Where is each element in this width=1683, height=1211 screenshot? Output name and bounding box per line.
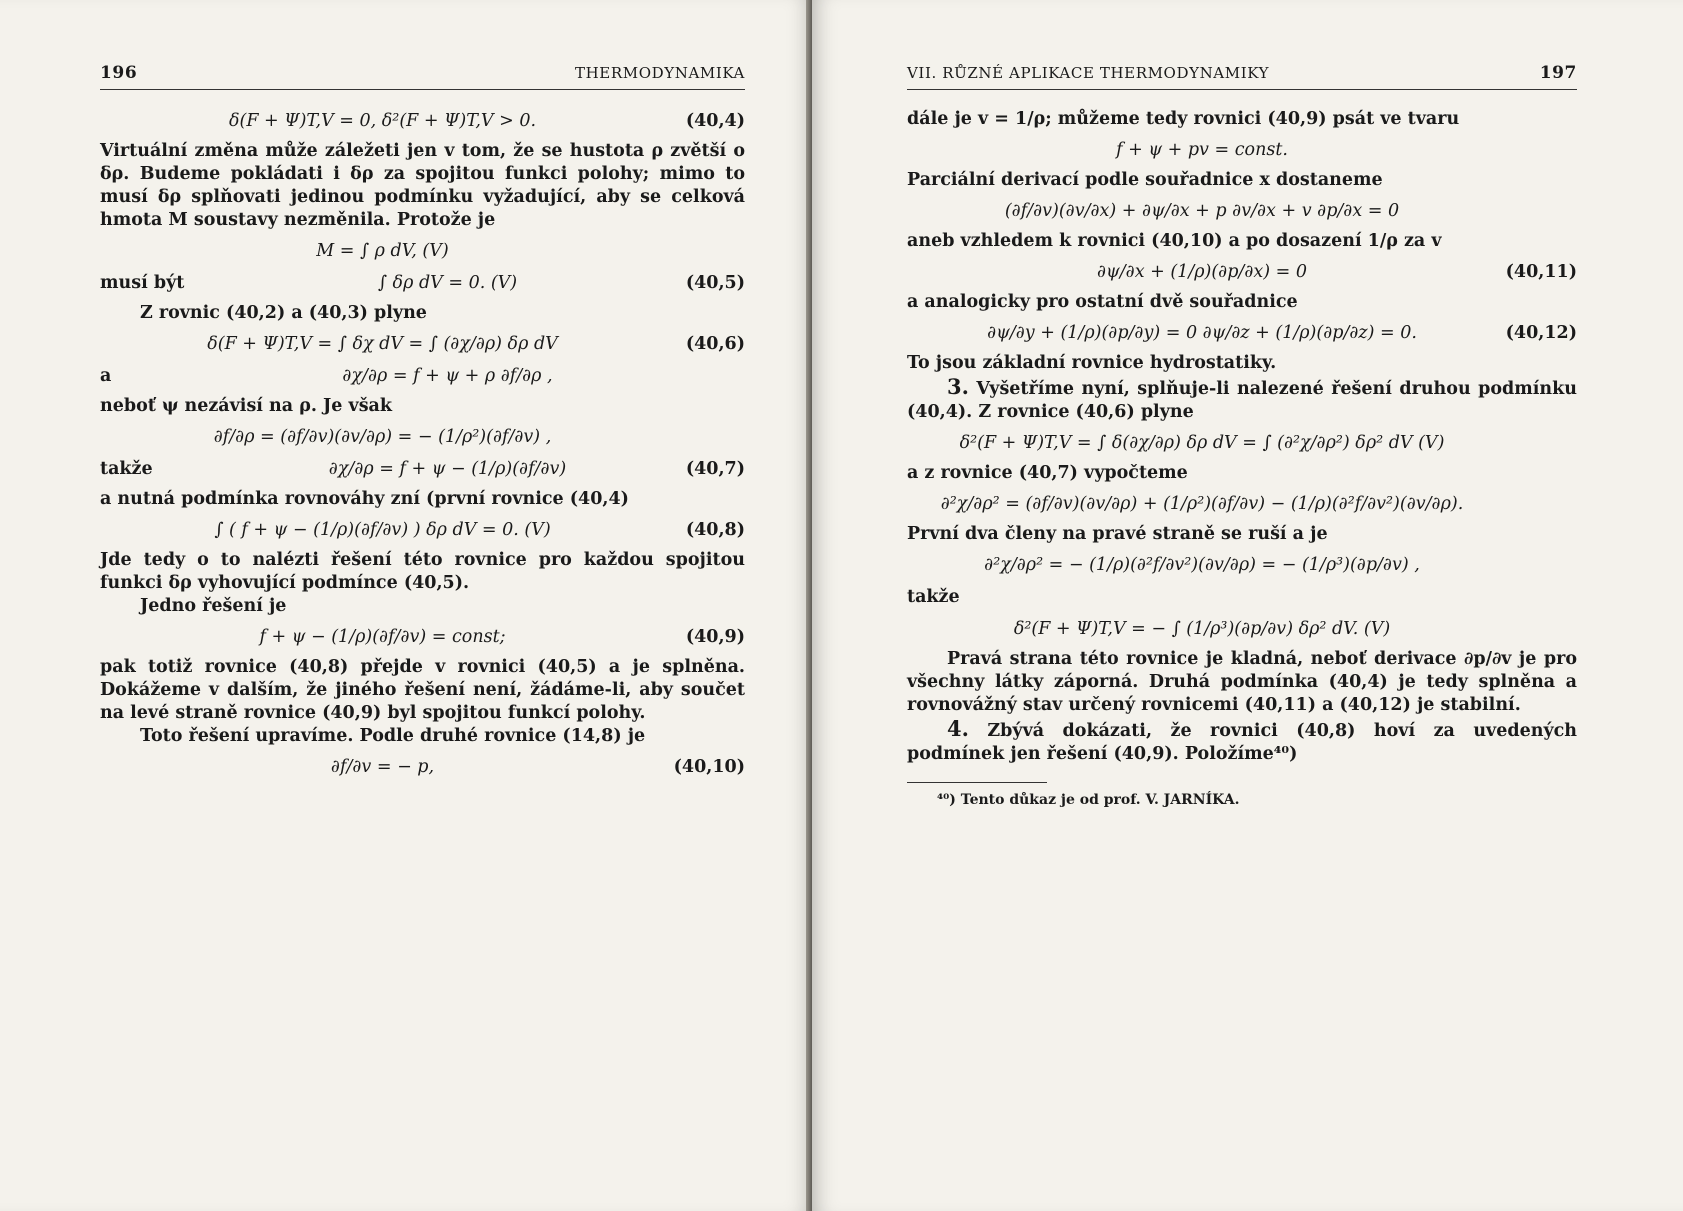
equation-row <box>907 430 1577 456</box>
paragraph-text: Vyšetříme nyní, splňuje-li nalezené řešení druhou podmínku (40,4). Z rovnice (40,6) plyne <box>907 379 1578 422</box>
equation-number: (40,4) <box>685 110 745 131</box>
paragraph <box>100 140 745 232</box>
equation: M = ∫ ρ dV, (V) <box>316 240 449 261</box>
paragraph-text: Virtuální změna může záležeti jen v tom, že se hustota ρ zvětší o δρ. Budeme pokládati i δρ za spojitou funkci polohy; mimo to musí δρ splňovati jedinou podmínku vyžadující, aby se celková hmota M soustavy nezměnila. Protože je <box>100 141 745 230</box>
right-page <box>812 0 1683 1211</box>
equation-row <box>907 259 1577 285</box>
equation-row <box>100 754 745 780</box>
paragraph-text: Parciální derivací podle souřadnice x dostaneme <box>907 170 1383 190</box>
left-page <box>0 0 812 1211</box>
equation-number: (40,6) <box>685 333 745 354</box>
equation: ∂²χ/∂ρ² = − (1/ρ)(∂²f/∂v²)(∂v/∂ρ) = − (1/ρ³)(∂p/∂v) , <box>984 554 1420 575</box>
equation: ∂²χ/∂ρ² = (∂f/∂v)(∂v/∂ρ) + (1/ρ²)(∂f/∂v) − (1/ρ)(∂²f/∂v²)(∂v/∂ρ). <box>940 493 1464 514</box>
left-running-head <box>100 62 745 90</box>
equation-row <box>907 320 1577 346</box>
paragraph <box>907 648 1577 717</box>
paragraph-text: neboť ψ nezávisí na ρ. Je však <box>100 396 393 416</box>
equation-row <box>100 108 745 134</box>
equation-row <box>100 363 745 389</box>
page-number: 196 <box>100 63 138 83</box>
equation-number: (40,9) <box>685 626 745 647</box>
equation: f + ψ + pv = const. <box>1116 139 1288 160</box>
equation: ∫ δρ dV = 0. (V) <box>377 272 518 293</box>
equation: ∂χ/∂ρ = f + ψ − (1/ρ)(∂f/∂v) <box>328 458 567 479</box>
equation-lead-text: takže <box>907 586 960 607</box>
paragraph-text: Jedno řešení je <box>140 596 287 616</box>
paragraph <box>907 352 1577 375</box>
equation: ∂ψ/∂y + (1/ρ)(∂p/∂y) = 0 ∂ψ/∂z + (1/ρ)(∂p/∂z) = 0. <box>987 322 1417 343</box>
left-text-body <box>100 108 745 780</box>
equation-number: (40,12) <box>1505 322 1577 343</box>
paragraph <box>907 291 1577 314</box>
equation: ∂f/∂v = − p, <box>330 756 435 777</box>
equation-row <box>100 624 745 650</box>
equation-row <box>100 456 745 482</box>
equation-row <box>907 616 1577 642</box>
equation: δ²(F + Ψ)T,V = − ∫ (1/ρ³)(∂p/∂v) δρ² dV. (V) <box>1013 618 1391 639</box>
equation-row <box>907 137 1577 163</box>
equation-row <box>907 584 1577 610</box>
running-head-title: VII. RŮZNÉ APLIKACE THERMODYNAMIKY <box>907 64 1270 82</box>
equation-lead-text: a <box>100 365 112 386</box>
paragraph-text: pak totiž rovnice (40,8) přejde v rovnici (40,5) a je splněna. Dokážeme v dalším, že jiného řešení není, žádáme-li, aby součet na levé straně rovnice (40,9) byl spojitou funkcí polohy. <box>100 657 745 723</box>
equation-lead-text: takže <box>100 458 153 479</box>
equation-row <box>100 238 745 264</box>
equation-row <box>907 198 1577 224</box>
paragraph <box>100 656 745 725</box>
section-number: 3. <box>947 374 969 399</box>
equation-row <box>907 491 1577 517</box>
equation: ∂f/∂ρ = (∂f/∂v)(∂v/∂ρ) = − (1/ρ²)(∂f/∂v) , <box>213 426 552 447</box>
equation: ∂ψ/∂x + (1/ρ)(∂p/∂x) = 0 <box>1097 261 1307 282</box>
running-head-title: THERMODYNAMIKA <box>575 64 745 82</box>
equation-number: (40,7) <box>685 458 745 479</box>
paragraph <box>100 549 745 595</box>
paragraph-text: Z rovnic (40,2) a (40,3) plyne <box>140 303 427 323</box>
paragraph <box>907 108 1577 131</box>
equation: δ²(F + Ψ)T,V = ∫ δ(∂χ/∂ρ) δρ dV = ∫ (∂²χ/∂ρ²) δρ² dV (V) <box>959 432 1445 453</box>
paragraph-text: Jde tedy o to nalézti řešení této rovnice pro každou spojitou funkci δρ vyhovující podmínce (40,5). <box>100 550 745 593</box>
equation-number: (40,5) <box>685 272 745 293</box>
equation: f + ψ − (1/ρ)(∂f/∂v) = const; <box>259 626 506 647</box>
equation-row <box>907 552 1577 578</box>
paragraph-text: a z rovnice (40,7) vypočteme <box>907 463 1188 483</box>
footnote-rule <box>907 782 1047 783</box>
equation: (∂f/∂v)(∂v/∂x) + ∂ψ/∂x + p ∂v/∂x + v ∂p/∂x = 0 <box>1004 200 1400 221</box>
equation: δ(F + Ψ)T,V = ∫ δχ dV = ∫ (∂χ/∂ρ) δρ dV <box>207 333 558 354</box>
equation-row <box>100 270 745 296</box>
paragraph-text: Zbývá dokázati, že rovnici (40,8) hoví za uvedených podmínek jen řešení (40,9). Položíme⁴⁰) <box>907 721 1577 764</box>
equation-number: (40,11) <box>1505 261 1577 282</box>
equation-lead-text: musí být <box>100 272 185 293</box>
paragraph <box>100 595 745 618</box>
equation: ∂χ/∂ρ = f + ψ + ρ ∂f/∂ρ , <box>342 365 553 386</box>
paragraph <box>907 462 1577 485</box>
paragraph-text: Toto řešení upravíme. Podle druhé rovnice (14,8) je <box>140 726 646 746</box>
equation: ∫ ( f + ψ − (1/ρ)(∂f/∂v) ) δρ dV = 0. (V) <box>214 519 551 540</box>
paragraph <box>907 717 1577 766</box>
equation-number: (40,10) <box>673 756 745 777</box>
paragraph-text: aneb vzhledem k rovnici (40,10) a po dosazení 1/ρ za v <box>907 231 1442 251</box>
paragraph <box>907 375 1577 424</box>
paragraph <box>100 725 745 748</box>
paragraph <box>100 395 745 418</box>
paragraph-text: Pravá strana této rovnice je kladná, neboť derivace ∂p/∂v je pro všechny látky záporná. Druhá podmínka (40,4) je tedy splněna a rovnovážný stav určený rovnicemi (40,11) a (40,12) je stabilní. <box>907 649 1577 715</box>
equation-row <box>100 331 745 357</box>
paragraph <box>907 523 1577 546</box>
paragraph <box>100 302 745 325</box>
paragraph <box>907 230 1577 253</box>
right-page-content <box>907 62 1577 812</box>
page-number: 197 <box>1539 63 1577 83</box>
paragraph <box>907 169 1577 192</box>
right-text-body <box>907 108 1577 766</box>
footnote: ⁴⁰) Tento důkaz je od prof. V. JARNÍKA. <box>937 792 1240 808</box>
paragraph-text: To jsou základní rovnice hydrostatiky. <box>907 353 1277 373</box>
equation: δ(F + Ψ)T,V = 0, δ²(F + Ψ)T,V > 0. <box>228 110 537 131</box>
equation-number: (40,8) <box>685 519 745 540</box>
paragraph <box>100 488 745 511</box>
right-running-head <box>907 62 1577 90</box>
section-number: 4. <box>947 716 969 741</box>
left-page-content <box>100 62 745 786</box>
equation-row <box>100 517 745 543</box>
paragraph-text: První dva členy na pravé straně se ruší a je <box>907 524 1328 544</box>
equation-row <box>100 424 745 450</box>
paragraph-text: a nutná podmínka rovnováhy zní (první rovnice (40,4) <box>100 489 629 509</box>
paragraph-text: a analogicky pro ostatní dvě souřadnice <box>907 292 1298 312</box>
paragraph-text: dále je v = 1/ρ; můžeme tedy rovnici (40,9) psát ve tvaru <box>907 109 1460 129</box>
